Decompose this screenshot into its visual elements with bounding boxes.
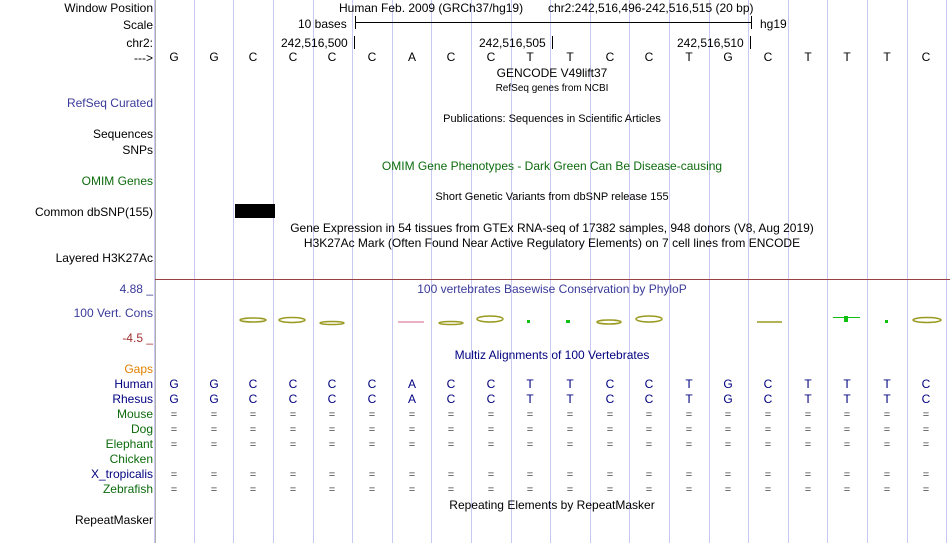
alignment-base: C [446,377,456,391]
alignment-match: = [170,439,178,451]
base-letter: G [723,50,733,64]
alignment-match: = [526,439,534,451]
phylop-mark [885,320,888,323]
base-letter: C [367,50,377,64]
alignment-match: = [883,469,891,481]
publications-track-title[interactable]: Publications: Sequences in Scientific Articles [443,113,661,125]
base-letter: C [248,50,258,64]
alignment-match: = [606,469,614,481]
omim-genes-label[interactable]: OMIM Genes [81,174,153,188]
phylop-mark [527,320,530,323]
alignment-match: = [447,409,455,421]
coord-label-1: 242,516,500 [281,36,348,50]
alignment-match: = [328,424,336,436]
base-letter: T [566,50,574,64]
alignment-match: = [408,424,416,436]
phylop-mark [636,316,662,322]
alignment-match: = [883,439,891,451]
alignment-match: = [843,469,851,481]
alignment-base: C [327,377,337,391]
alignment-match: = [843,439,851,451]
base-letter: G [169,50,179,64]
species-label[interactable]: Mouse [116,407,153,421]
alignment-match: = [328,469,336,481]
alignment-match: = [289,424,297,436]
scale-text: 10 bases [298,17,347,31]
alignment-base: T [685,392,693,406]
alignment-match: = [408,469,416,481]
alignment-match: = [526,409,534,421]
phylop-mark [477,316,503,322]
multiz-track-title[interactable]: Multiz Alignments of 100 Vertebrates [454,348,650,362]
alignment-match: = [883,484,891,496]
alignment-match: = [566,484,574,496]
alignment-match: = [368,439,376,451]
alignment-match: = [526,469,534,481]
alignment-match: = [526,424,534,436]
species-label[interactable]: Elephant [105,437,153,451]
alignment-base: G [209,377,219,391]
phylop-mark [320,322,344,325]
alignment-match: = [210,424,218,436]
alignment-match: = [368,409,376,421]
species-label[interactable]: Dog [130,422,153,436]
alignment-base: T [566,377,574,391]
position-text[interactable]: chr2:242,516,496-242,516,515 (20 bp) [548,1,754,15]
base-letter: T [883,50,891,64]
base-letter: T [685,50,693,64]
alignment-base: C [486,392,496,406]
alignment-match: = [566,424,574,436]
alignment-base: C [327,392,337,406]
alignment-base: T [566,392,574,406]
coord-label-3: 242,516,510 [677,36,744,50]
alignment-match: = [289,469,297,481]
alignment-base: T [804,377,812,391]
base-letter: T [526,50,534,64]
alignment-base: C [644,377,654,391]
alignment-match: = [289,409,297,421]
alignment-match: = [883,409,891,421]
alignment-match: = [368,469,376,481]
alignment-base: C [248,392,258,406]
alignment-match: = [447,484,455,496]
phylop-mark [833,317,860,318]
dbsnp-label[interactable]: Common dbSNP(155) [34,205,153,219]
species-label[interactable]: Chicken [109,452,153,466]
base-letter: C [327,50,337,64]
refseq-curated-label[interactable]: RefSeq Curated [66,96,153,110]
alignment-match: = [645,439,653,451]
alignment-match: = [883,424,891,436]
alignment-base: A [407,392,416,406]
vert-cons-label[interactable]: 100 Vert. Cons [73,306,153,320]
alignment-base: C [921,377,931,391]
coord-label-2: 242,516,505 [479,36,546,50]
alignment-match: = [447,424,455,436]
alignment-match: = [764,469,772,481]
alignment-match: = [566,469,574,481]
alignment-match: = [170,424,178,436]
alignment-match: = [210,484,218,496]
alignment-base: G [169,377,179,391]
alignment-base: G [723,392,733,406]
base-letter: C [921,50,931,64]
base-letter: C [288,50,298,64]
species-label[interactable]: Human [114,377,153,391]
alignment-match: = [645,424,653,436]
alignment-match: = [804,469,812,481]
alignment-match: = [487,439,495,451]
alignment-match: = [249,409,257,421]
alignment-base: C [921,392,931,406]
phylop-mark [597,320,621,324]
species-label[interactable]: Rhesus [112,392,153,406]
db-text: hg19 [760,17,787,31]
gencode-track-title[interactable]: GENCODE V49lift37 [496,66,608,80]
alignment-base: C [644,392,654,406]
alignment-base: A [407,377,416,391]
alignment-match: = [368,424,376,436]
gaps-label[interactable]: Gaps [124,362,153,376]
alignment-base: G [723,377,733,391]
alignment-base: C [763,377,773,391]
alignment-match: = [764,484,772,496]
refseq-track-subtitle[interactable]: RefSeq genes from NCBI [495,83,609,94]
alignment-match: = [606,409,614,421]
alignment-match: = [408,484,416,496]
alignment-match: = [408,409,416,421]
alignment-match: = [249,484,257,496]
alignment-match: = [645,469,653,481]
alignment-base: T [883,392,891,406]
phylop-mark [240,318,266,322]
alignment-match: = [685,484,693,496]
alignment-match: = [804,484,812,496]
phylop-track-title[interactable]: 100 vertebrates Basewise Conservation by PhyloP [417,282,687,296]
alignment-match: = [606,484,614,496]
alignment-match: = [764,424,772,436]
base-letter: A [407,50,416,64]
base-letter: T [804,50,812,64]
base-letter: C [605,50,615,64]
alignment-match: = [328,439,336,451]
alignment-match: = [645,484,653,496]
alignment-match: = [685,409,693,421]
strand-label[interactable]: ---> [134,51,153,65]
alignment-match: = [922,424,930,436]
h3k27ac-track-title[interactable]: H3K27Ac Mark (Often Found Near Active Regulatory Elements) on 7 cell lines from ENCODE [303,236,801,250]
alignment-match: = [685,439,693,451]
repeatmasker-label[interactable]: RepeatMasker [74,513,153,527]
alignment-match: = [685,424,693,436]
alignment-match: = [447,469,455,481]
alignment-base: T [843,377,851,391]
alignment-match: = [724,439,732,451]
alignment-match: = [566,409,574,421]
alignment-match: = [685,469,693,481]
phylop-mark [844,316,848,322]
alignment-match: = [170,469,178,481]
alignment-base: C [605,392,615,406]
base-letter: T [843,50,851,64]
dbsnp-track-title[interactable]: Short Genetic Variants from dbSNP release 155 [435,191,669,203]
base-letter: C [486,50,496,64]
phylop-mark [279,318,305,323]
alignment-match: = [289,484,297,496]
alignment-base: C [288,392,298,406]
alignment-match: = [922,469,930,481]
alignment-base: T [526,392,534,406]
alignment-match: = [922,439,930,451]
alignment-match: = [922,484,930,496]
alignment-match: = [447,439,455,451]
alignment-match: = [170,409,178,421]
species-label[interactable]: Zebrafish [102,482,153,496]
alignment-match: = [210,469,218,481]
alignment-match: = [804,439,812,451]
alignment-match: = [210,409,218,421]
alignment-match: = [843,484,851,496]
sequences-label[interactable]: Sequences [92,127,153,141]
alignment-match: = [606,439,614,451]
assembly-text[interactable]: Human Feb. 2009 (GRCh37/hg19) [339,1,524,15]
alignment-match: = [249,424,257,436]
base-letter: C [446,50,456,64]
alignment-base: T [526,377,534,391]
alignment-match: = [606,424,614,436]
alignment-base: C [367,392,377,406]
alignment-base: T [843,392,851,406]
alignment-match: = [249,439,257,451]
base-letter: C [763,50,773,64]
alignment-match: = [249,469,257,481]
window-position-label[interactable]: Window Position [64,1,153,15]
alignment-base: G [209,392,219,406]
alignment-match: = [724,409,732,421]
alignment-base: T [804,392,812,406]
alignment-match: = [526,484,534,496]
alignment-match: = [922,409,930,421]
alignment-match: = [487,469,495,481]
base-letter: C [644,50,654,64]
alignment-match: = [724,484,732,496]
alignment-base: C [446,392,456,406]
gtex-track-title[interactable]: Gene Expression in 54 tissues from GTEx RNA-seq of 17382 samples, 948 donors (V8, Aug 2019) [290,221,814,235]
base-letter: G [209,50,219,64]
alignment-base: T [883,377,891,391]
alignment-base: C [288,377,298,391]
alignment-match: = [764,439,772,451]
alignment-match: = [764,409,772,421]
alignment-base: C [486,377,496,391]
chrom-label[interactable]: chr2: [126,36,153,50]
alignment-base: T [685,377,693,391]
alignment-base: C [605,377,615,391]
alignment-base: C [763,392,773,406]
alignment-match: = [328,409,336,421]
repeatmasker-track-title[interactable]: Repeating Elements by RepeatMasker [449,498,655,512]
phylop-mark [913,318,941,323]
omim-track-title[interactable]: OMIM Gene Phenotypes - Dark Green Can Be Disease-causing [381,159,723,173]
alignment-match: = [487,484,495,496]
alignment-match: = [408,439,416,451]
species-label[interactable]: X_tropicalis [90,467,153,481]
scale-label[interactable]: Scale [122,18,153,32]
alignment-base: C [367,377,377,391]
alignment-match: = [487,424,495,436]
phylop-mark [566,320,570,323]
snps-label[interactable]: SNPs [122,143,153,157]
alignment-match: = [328,484,336,496]
alignment-match: = [210,439,218,451]
alignment-match: = [487,409,495,421]
alignment-match: = [724,424,732,436]
alignment-match: = [843,424,851,436]
alignment-match: = [804,424,812,436]
alignment-match: = [645,409,653,421]
alignment-match: = [804,409,812,421]
cons-max-label: 4.88 _ [119,282,153,296]
alignment-match: = [170,484,178,496]
alignment-match: = [368,484,376,496]
layered-h3k27ac-label[interactable]: Layered H3K27Ac [55,251,153,265]
alignment-match: = [566,439,574,451]
alignment-match: = [289,439,297,451]
phylop-mark [439,322,463,325]
alignment-match: = [724,469,732,481]
cons-min-label: -4.5 _ [122,331,153,345]
alignment-base: C [248,377,258,391]
alignment-base: G [169,392,179,406]
alignment-match: = [843,409,851,421]
